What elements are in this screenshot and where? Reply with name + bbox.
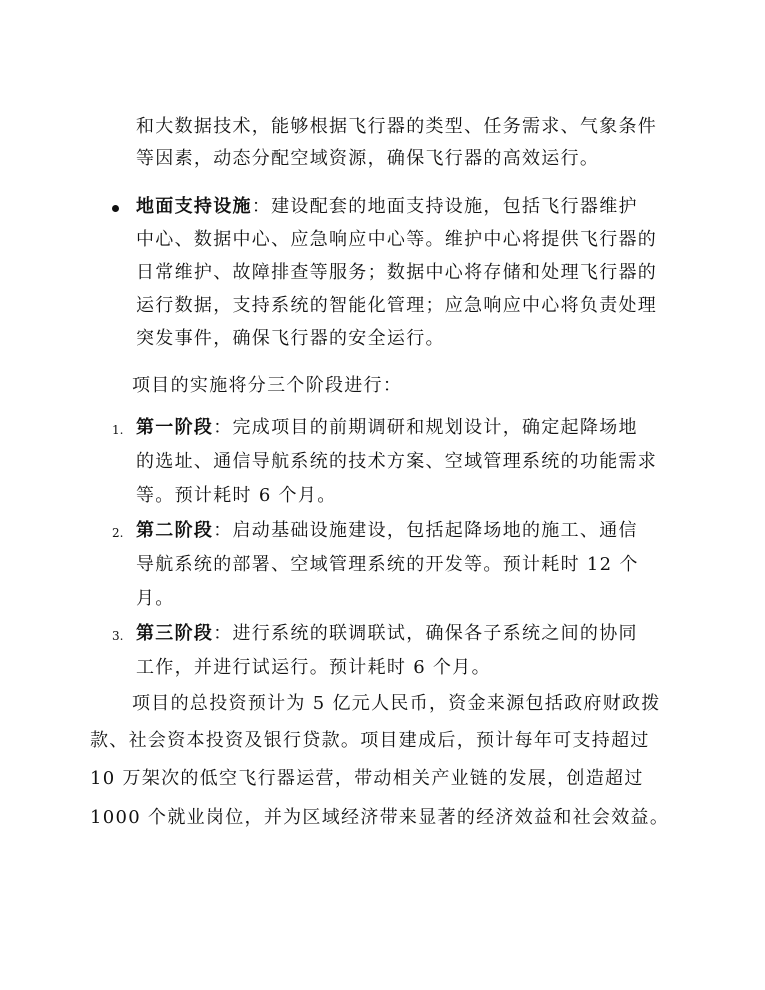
bullet-ground-line-5: 突发事件，确保飞行器的安全运行。: [136, 328, 445, 349]
phase-2-title: 第二阶段: [136, 520, 214, 541]
investment-line-4: 1000 个就业岗位，并为区域经济带来显著的经济效益和社会效益。: [90, 807, 670, 828]
bullet-ground-title: 地面支持设施: [136, 196, 252, 217]
phase-3-line-1: [136, 621, 638, 647]
phase-1-line-2: 的选址、通信导航系统的技术方案、空域管理系统的功能需求: [136, 451, 658, 472]
bullet-ground-line-1: [136, 194, 638, 220]
phase-3-title: 第三阶段: [136, 623, 214, 644]
phase-3-number: 3.: [112, 629, 124, 643]
phase-2-line-2: 导航系统的部署、空域管理系统的开发等。预计耗时 12 个: [136, 554, 639, 575]
bullet-point-icon: [112, 205, 119, 212]
phase-3-line-1-text: ：进行系统的联调联试，确保各子系统之间的协同: [213, 623, 638, 644]
intro-continuation-line-2: 等因素，动态分配空域资源，确保飞行器的高效运行。: [136, 148, 600, 169]
phase-1-line-1-text: ：完成项目的前期调研和规划设计，确定起降场地: [213, 417, 638, 438]
investment-line-2: 款、社会资本投资及银行贷款。项目建成后，预计每年可支持超过: [90, 730, 650, 751]
phase-1-number: 1.: [112, 423, 124, 437]
phases-intro: 项目的实施将分三个阶段进行：: [132, 375, 403, 396]
bullet-ground-line-4: 运行数据，支持系统的智能化管理；应急响应中心将负责处理: [136, 295, 658, 316]
intro-continuation-line-1: 和大数据技术，能够根据飞行器的类型、任务需求、气象条件: [136, 116, 658, 137]
phase-3-line-2: 工作，并进行试运行。预计耗时 6 个月。: [136, 657, 491, 678]
phase-2-line-3: 月。: [136, 588, 175, 609]
phase-2-line-1: [136, 518, 638, 544]
phase-1-line-1: [136, 415, 638, 441]
phase-2-line-1-text: ：启动基础设施建设，包括起降场地的施工、通信: [213, 520, 638, 541]
phase-2-number: 2.: [112, 526, 124, 540]
bullet-ground-line-2: 中心、数据中心、应急响应中心等。维护中心将提供飞行器的: [136, 229, 658, 250]
investment-line-1: 项目的总投资预计为 5 亿元人民币，资金来源包括政府财政拨: [132, 693, 661, 714]
investment-line-3: 10 万架次的低空飞行器运营，带动相关产业链的发展，创造超过: [90, 768, 644, 789]
phase-1-line-3: 等。预计耗时 6 个月。: [136, 485, 337, 506]
bullet-ground-line-3: 日常维护、故障排查等服务；数据中心将存储和处理飞行器的: [136, 262, 658, 283]
bullet-ground-line-1-text: ：建设配套的地面支持设施，包括飞行器维护: [251, 196, 638, 217]
phase-1-title: 第一阶段: [136, 417, 214, 438]
